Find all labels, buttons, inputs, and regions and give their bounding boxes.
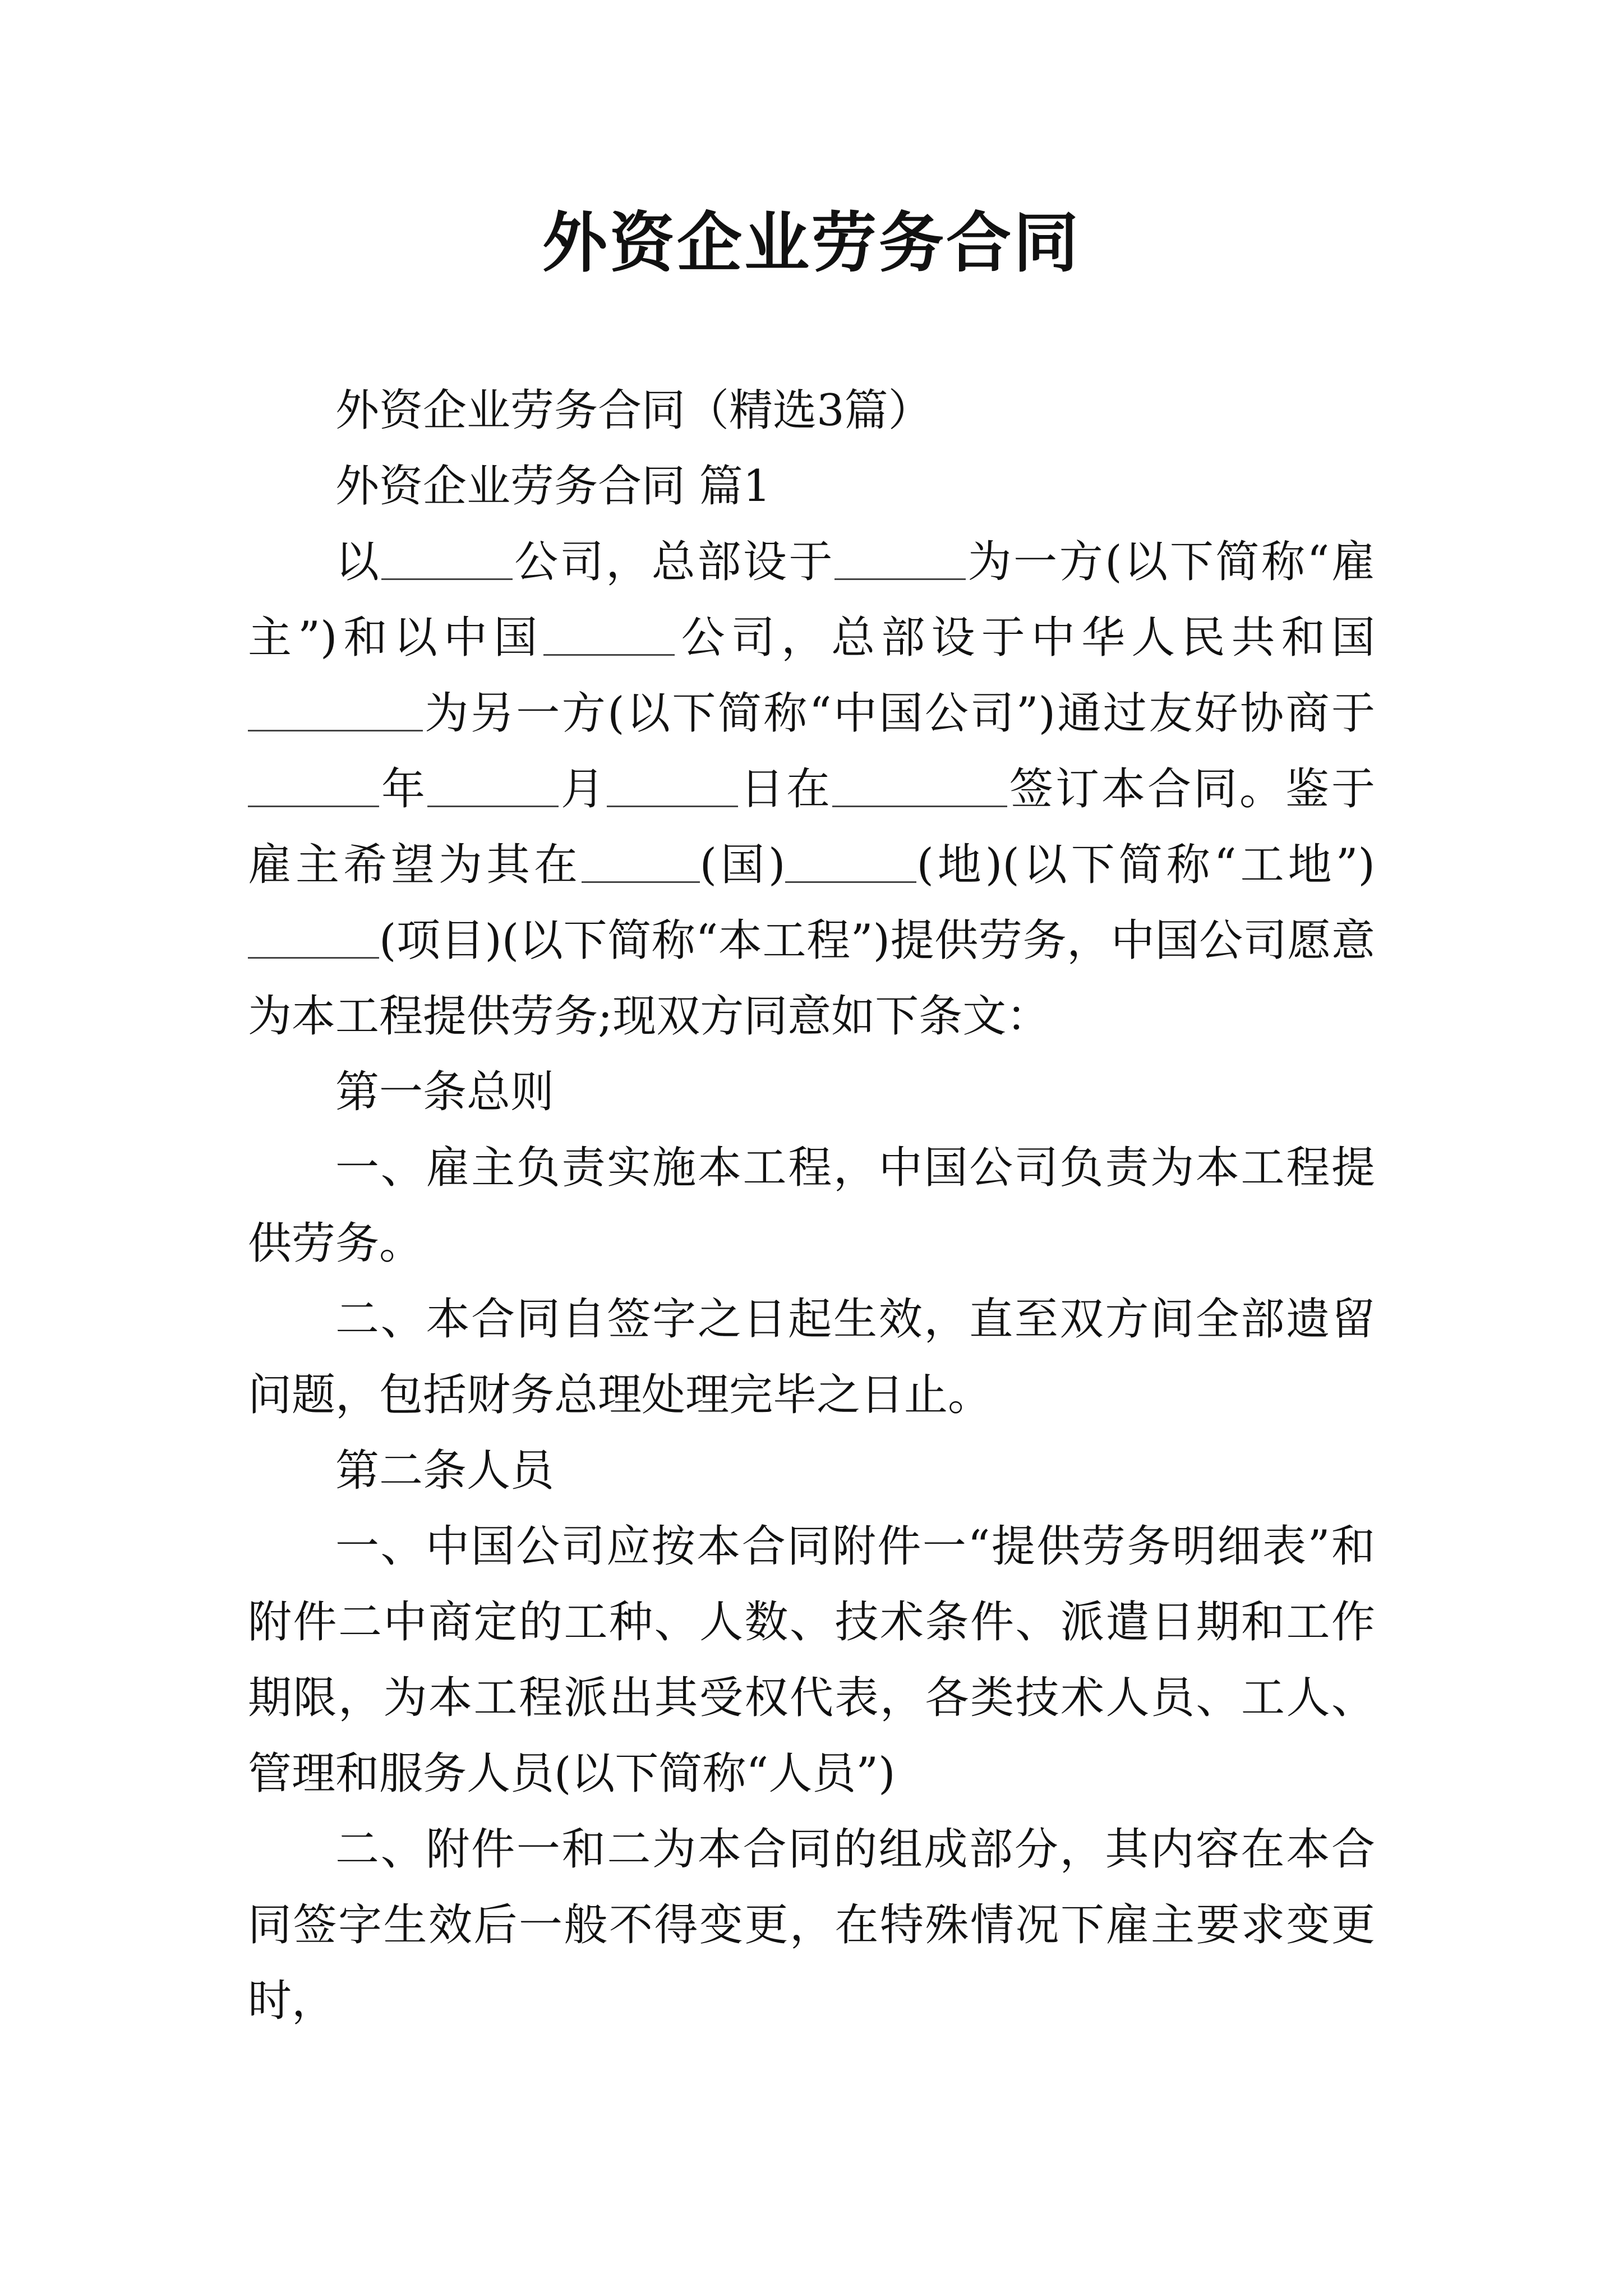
blank-line: [248, 688, 423, 731]
document-body: [248, 373, 1375, 2039]
preamble-text: (项目)(以下简称“本工程”)提供劳务，中国公司愿意为本工程提供劳务;现双方同意如下条文：: [248, 915, 1375, 1042]
article1-clause1: 一、雇主负责实施本工程，中国公司负责为本工程提供劳务。: [248, 1143, 1375, 1269]
preamble-text: (地)(以下简称“工地”): [916, 840, 1375, 890]
preamble-paragraph: [248, 524, 1375, 1055]
preamble-text: 为一方(以下简称“雇主”)和以中国: [248, 537, 1375, 663]
blank-line: [834, 537, 966, 580]
blank-line: [582, 840, 700, 883]
blank-line: [427, 764, 559, 807]
preamble-text: 签订本合同。鉴于雇主希望为其在: [248, 764, 1375, 890]
preamble-text: (国): [699, 840, 786, 890]
preamble-text: 公司，总部设于: [512, 537, 835, 587]
preamble-text: 月: [559, 764, 607, 815]
preamble-text: 公司，总部设于中华人民共和国: [675, 613, 1375, 663]
blank-line: [248, 915, 379, 959]
article2-heading: 第二条人员: [335, 1446, 555, 1496]
blank-line: [543, 613, 675, 656]
blank-line: [381, 537, 513, 580]
preamble-text: 以: [335, 537, 381, 587]
document-title: 外资企业劳务合同: [542, 205, 1081, 281]
article2-clause2: 二、附件一和二为本合同的组成部分，其内容在本合同签字生效后一般不得变更，在特殊情况下雇主要求变更时，: [248, 1824, 1375, 2026]
preamble-text: 年: [379, 764, 427, 815]
article1-clause2: 二、本合同自签字之日起生效，直至双方间全部遗留问题，包括财务总理处理完毕之日止。: [248, 1294, 1375, 1420]
blank-line: [248, 764, 379, 807]
preamble-text: 为另一方(以下简称“中国公司”)通过友好协商于: [423, 688, 1375, 739]
section-heading: 外资企业劳务合同 篇1: [335, 461, 771, 512]
preamble-text: 日在: [738, 764, 832, 815]
blank-line: [785, 840, 916, 883]
article1-heading: 第一条总则: [335, 1067, 555, 1117]
blank-line: [607, 764, 738, 807]
subtitle: 外资企业劳务合同（精选3篇）: [335, 385, 932, 436]
blank-line: [832, 764, 1007, 807]
article2-clause1: 一、中国公司应按本合同附件一“提供劳务明细表”和附件二中商定的工种、人数、技术条件、派遣日期和工作期限，为本工程派出其受权代表，各类技术人员、工人、管理和服务人员(以下简称“人员”): [248, 1521, 1375, 1799]
